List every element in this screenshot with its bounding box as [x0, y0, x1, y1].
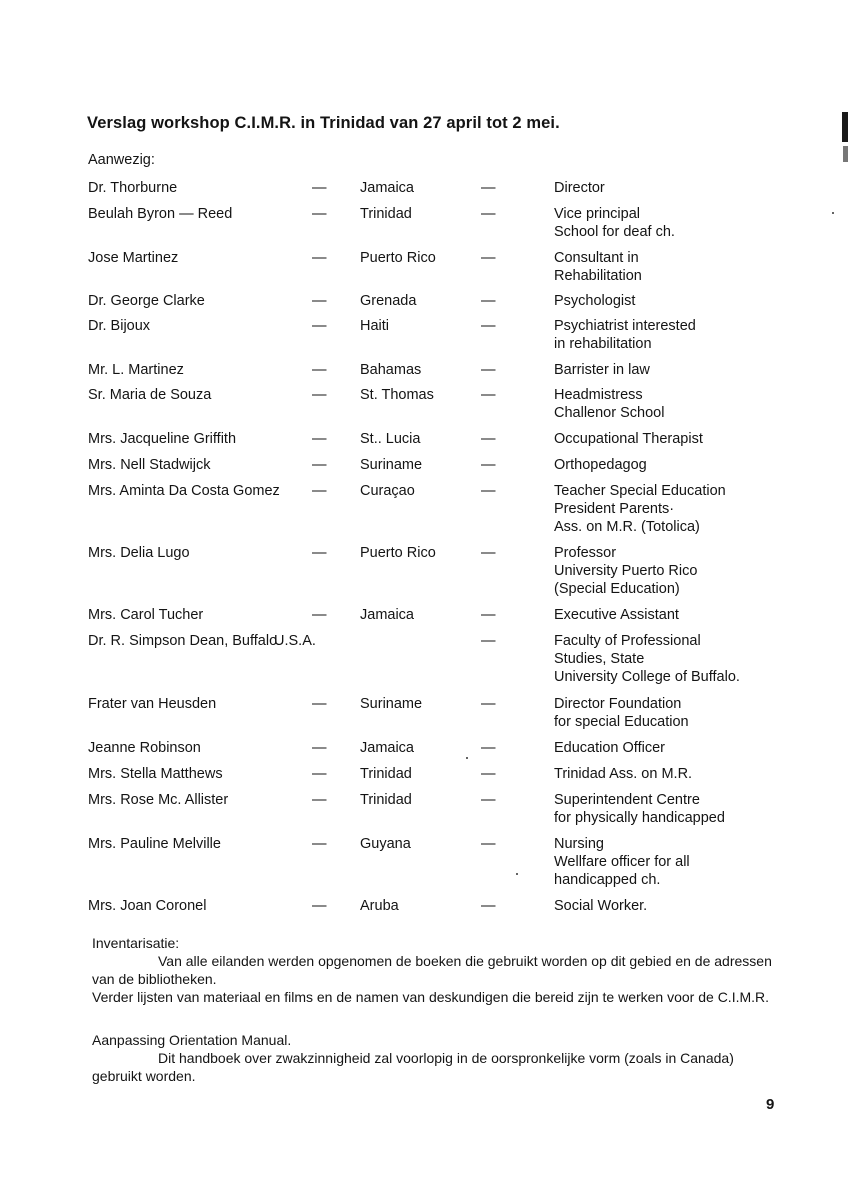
attendee-island: Puerto Rico	[360, 545, 436, 561]
report-title: Verslag workshop C.I.M.R. in Trinidad van 27 april tot 2 mei.	[87, 114, 560, 132]
attendee-island: St. Thomas	[360, 387, 434, 403]
attendee-function	[554, 897, 647, 915]
attendee-function-line: Director	[554, 180, 605, 196]
attendee-function-line: Consultant in	[554, 250, 639, 266]
separator-dash: —	[481, 607, 496, 623]
attendee-island: Jamaica	[360, 607, 414, 623]
attendee-function-line: Rehabilitation	[554, 268, 642, 284]
attendee-function-line: Psychiatrist interested	[554, 318, 696, 334]
attendee-island: Puerto Rico	[360, 250, 436, 266]
separator-dash: —	[481, 792, 496, 808]
separator-dash: —	[312, 483, 327, 499]
attendee-name: Mrs. Joan Coronel	[88, 898, 207, 914]
separator-dash: —	[312, 250, 327, 266]
attendee-name: Dr. R. Simpson Dean, Buffalo	[88, 633, 278, 649]
attendee-function	[554, 361, 650, 379]
scan-edge-mark	[843, 146, 848, 162]
attendee-island: Curaçao	[360, 483, 415, 499]
attendee-name: Sr. Maria de Souza	[88, 387, 212, 403]
attendee-function-line: Vice principal	[554, 206, 640, 222]
attendee-function-line: (Special Education)	[554, 581, 680, 597]
attendee-function	[554, 317, 696, 353]
separator-dash: —	[312, 607, 327, 623]
attendee-function-line: handicapped ch.	[554, 872, 661, 888]
separator-dash: —	[312, 387, 327, 403]
attendee-function-line: Teacher Special Education	[554, 483, 726, 499]
attendee-name: Mrs. Pauline Melville	[88, 836, 221, 852]
attendee-name: Mrs. Rose Mc. Allister	[88, 792, 229, 808]
separator-dash: —	[481, 633, 496, 649]
attendee-function-line: University College of Buffalo.	[554, 669, 740, 685]
inventory-heading: Inventarisatie:	[92, 935, 180, 951]
attendee-function-line: Director Foundation	[554, 696, 682, 712]
attendee-function-line: Barrister in law	[554, 362, 650, 378]
attendee-name: Mrs. Aminta Da Costa Gomez	[88, 483, 280, 499]
attendee-name: Beulah Byron — Reed	[88, 206, 233, 222]
attendee-function-line: Executive Assistant	[554, 607, 679, 623]
attendee-function-line: for physically handicapped	[554, 810, 725, 826]
attendee-function	[554, 456, 647, 474]
attendee-island: Suriname	[360, 696, 423, 712]
attendee-island: Trinidad	[360, 766, 412, 782]
attendee-function	[554, 632, 740, 686]
attendee-name: Mrs. Stella Matthews	[88, 766, 223, 782]
attendee-function	[554, 386, 664, 422]
attendee-function-line: Wellfare officer for all	[554, 854, 690, 870]
separator-dash: —	[481, 387, 496, 403]
attendee-island: Grenada	[360, 293, 417, 309]
separator-dash: —	[312, 545, 327, 561]
separator-dash: —	[312, 180, 327, 196]
attendee-name: Jose Martinez	[88, 250, 179, 266]
attendee-function-line: Ass. on M.R. (Totolica)	[554, 519, 700, 535]
manual-paragraph: Dit handboek over zwakzinnigheid zal voorlopig in de oorspronkelijke vorm (zoals in Canada) gebruikt worden.	[92, 1050, 734, 1084]
manual-heading: Aanpassing Orientation Manual.	[92, 1032, 292, 1048]
separator-dash: —	[481, 362, 496, 378]
separator-dash: —	[481, 766, 496, 782]
attendee-function	[554, 205, 675, 241]
separator-dash: —	[481, 431, 496, 447]
attendee-function-line: for special Education	[554, 714, 689, 730]
attendee-island: Jamaica	[360, 740, 414, 756]
attendee-name: Mrs. Delia Lugo	[88, 545, 190, 561]
inventory-paragraph: Van alle eilanden werden opgenomen de boeken die gebruikt worden op dit gebied en de adressen van de bibliotheken.	[92, 953, 772, 987]
attendee-function	[554, 249, 642, 285]
attendee-function	[554, 695, 689, 731]
attendee-function-line: Nursing	[554, 836, 604, 852]
attendee-function-line: Professor	[554, 545, 617, 561]
attendee-function-line: Orthopedagog	[554, 457, 647, 473]
attendee-function-line: Occupational Therapist	[554, 431, 703, 447]
separator-dash: —	[312, 431, 327, 447]
page-number: 9	[766, 1096, 775, 1113]
attendee-function	[554, 544, 697, 598]
separator-dash: —	[312, 293, 327, 309]
attendee-function	[554, 179, 605, 197]
separator-dash: —	[312, 836, 327, 852]
separator-dash: —	[481, 483, 496, 499]
attendee-function-line: Studies, State	[554, 651, 645, 667]
attendee-island: Aruba	[360, 898, 399, 914]
attendee-name: Dr. Thorburne	[88, 180, 178, 196]
separator-dash: —	[481, 206, 496, 222]
attendee-function	[554, 430, 703, 448]
attendee-function-line: in rehabilitation	[554, 336, 652, 352]
separator-dash: —	[312, 766, 327, 782]
attendee-island: Bahamas	[360, 362, 422, 378]
separator-dash: —	[312, 696, 327, 712]
scan-edge-mark	[842, 112, 848, 142]
separator-dash: —	[481, 180, 496, 196]
separator-dash: —	[312, 362, 327, 378]
attendee-name: Dr. Bijoux	[88, 318, 151, 334]
separator-dash: —	[312, 206, 327, 222]
attendee-function-line: Education Officer	[554, 740, 665, 756]
attendee-name: Mrs. Nell Stadwijck	[88, 457, 211, 473]
inventory-paragraph: Verder lijsten van materiaal en films en de namen van deskundigen die bereid zijn te werken voor de C.I.M.R.	[92, 989, 770, 1005]
attendee-island: Haiti	[360, 318, 390, 334]
attendee-function-line: Social Worker.	[554, 898, 648, 914]
attendee-island: Trinidad	[360, 792, 412, 808]
attendee-function-line: School for deaf ch.	[554, 224, 675, 240]
attendee-function-line: Faculty of Professional	[554, 633, 701, 649]
separator-dash: —	[312, 318, 327, 334]
separator-dash: —	[312, 457, 327, 473]
attendee-name: Mrs. Carol Tucher	[88, 607, 204, 623]
attendee-function	[554, 292, 635, 310]
attendee-island: Suriname	[360, 457, 423, 473]
attendance-label: Aanwezig:	[88, 152, 155, 168]
attendee-name: Jeanne Robinson	[88, 740, 201, 756]
inventory-section	[92, 934, 782, 1006]
attendee-function	[554, 791, 725, 827]
attendee-name: Dr. George Clarke	[88, 293, 205, 309]
attendee-name: Mr. L. Martinez	[88, 362, 184, 378]
separator-dash: —	[312, 740, 327, 756]
attendee-function-line: Headmistress	[554, 387, 643, 403]
separator-dash: —	[312, 898, 327, 914]
separator-dash: —	[481, 836, 496, 852]
attendee-island: Trinidad	[360, 206, 412, 222]
attendee-name-continued: U.S.A.	[274, 633, 316, 649]
separator-dash: —	[481, 740, 496, 756]
separator-dash: —	[481, 545, 496, 561]
scan-speck	[832, 212, 834, 214]
attendee-function	[554, 835, 690, 889]
separator-dash: —	[481, 457, 496, 473]
attendee-island: Jamaica	[360, 180, 414, 196]
attendee-island: Guyana	[360, 836, 411, 852]
attendee-function-line: Challenor School	[554, 405, 665, 421]
manual-section	[92, 1031, 782, 1085]
scan-speck	[516, 873, 518, 875]
attendee-function	[554, 606, 679, 624]
attendee-name: Frater van Heusden	[88, 696, 217, 712]
scan-speck	[466, 757, 468, 759]
separator-dash: —	[481, 696, 496, 712]
attendee-function-line: University Puerto Rico	[554, 563, 698, 579]
attendee-function-line: President Parents·	[554, 501, 675, 517]
attendee-function-line: Trinidad Ass. on M.R.	[554, 766, 693, 782]
attendee-function-line: Superintendent Centre	[554, 792, 700, 808]
attendee-function	[554, 482, 726, 536]
attendee-name: Mrs. Jacqueline Griffith	[88, 431, 237, 447]
separator-dash: —	[481, 318, 496, 334]
attendee-function-line: Psychologist	[554, 293, 636, 309]
attendee-function	[554, 739, 665, 757]
separator-dash: —	[312, 792, 327, 808]
separator-dash: —	[481, 250, 496, 266]
attendee-function	[554, 765, 692, 783]
attendee-island: St.. Lucia	[360, 431, 421, 447]
separator-dash: —	[481, 293, 496, 309]
separator-dash: —	[481, 898, 496, 914]
